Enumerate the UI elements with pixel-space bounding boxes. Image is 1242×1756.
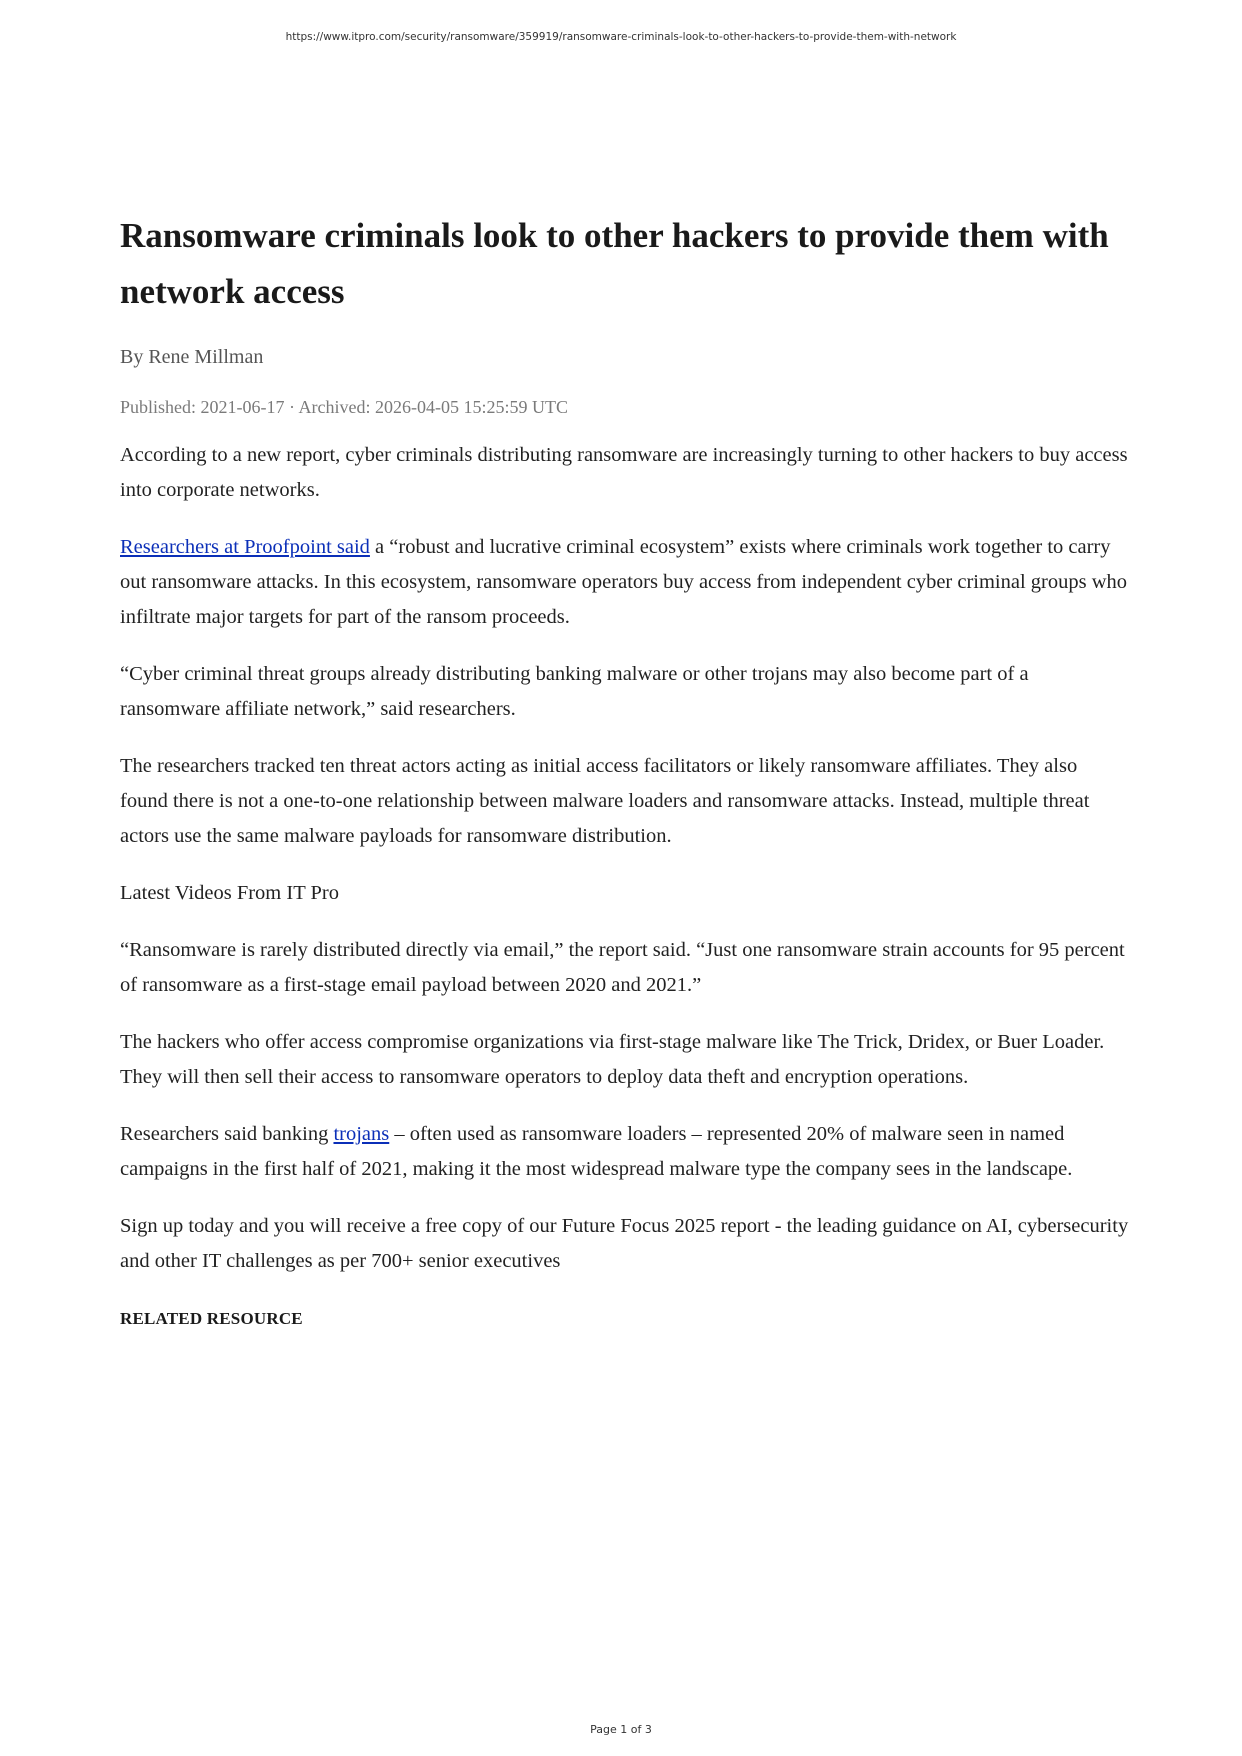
paragraph-7: The hackers who offer access compromise organizations via first-stage malware like The Trick, Dridex, or Buer Loader. They will then sell their access to ransomware operators to deploy data theft and encryption operations.: [120, 1031, 1105, 1088]
page-number: Page 1 of 3: [590, 1723, 652, 1736]
latest-videos-heading: Latest Videos From IT Pro: [120, 882, 339, 904]
paragraph-1: According to a new report, cyber criminals distributing ransomware are increasingly turning to other hackers to buy access into corporate networks.: [120, 444, 1128, 501]
article: [120, 208, 1130, 1329]
paragraph-3: “Cyber criminal threat groups already distributing banking malware or other trojans may also become part of a ransomware affiliate network,” said researchers.: [120, 663, 1029, 720]
paragraph-4: The researchers tracked ten threat actors acting as initial access facilitators or likely ransomware affiliates. They also found there is not a one-to-one relationship between malware loaders and ransomware attacks. Instead, multiple threat actors use the same malware payloads for ransomware distribution.: [120, 755, 1090, 847]
paragraph-8-text-before: Researchers said banking: [120, 1123, 334, 1145]
paragraph-2-text: a “robust and lucrative criminal ecosystem” exists where criminals work together to carry out ransomware attacks. In this ecosystem, ransomware operators buy access from independent cyber criminal groups who infiltrate major targets for part of the ransom proceeds.: [120, 536, 1128, 628]
article-byline: By Rene Millman: [120, 346, 264, 368]
paragraph-8: [120, 1117, 1130, 1187]
proofpoint-research-link[interactable]: Researchers at Proofpoint said: [120, 536, 370, 558]
paragraph-6: “Ransomware is rarely distributed directly via email,” the report said. “Just one ransomware strain accounts for 95 percent of ransomware as a first-stage email payload between 2020 and 2021.”: [120, 939, 1125, 996]
page-url-header: https://www.itpro.com/security/ransomware/359919/ransomware-criminals-look-to-other-hackers-to-provide-them-with-network: [285, 31, 957, 43]
article-dates: Published: 2021-06-17 · Archived: 2026-04-05 15:25:59 UTC: [120, 397, 568, 417]
trojans-link[interactable]: trojans: [333, 1123, 390, 1145]
article-title: Ransomware criminals look to other hackers to provide them with network access: [120, 216, 1109, 311]
paragraph-9: Sign up today and you will receive a free copy of our Future Focus 2025 report - the leading guidance on AI, cybersecurity and other IT challenges as per 700+ senior executives: [120, 1215, 1129, 1272]
paragraph-2: [120, 530, 1130, 635]
related-resource-heading: RELATED RESOURCE: [120, 1309, 303, 1328]
paragraph-8-text-after: – often used as ransomware loaders – represented 20% of malware seen in named campaigns in the first half of 2021, making it the most widespread malware type the company sees in the landscape.: [120, 1123, 1073, 1180]
